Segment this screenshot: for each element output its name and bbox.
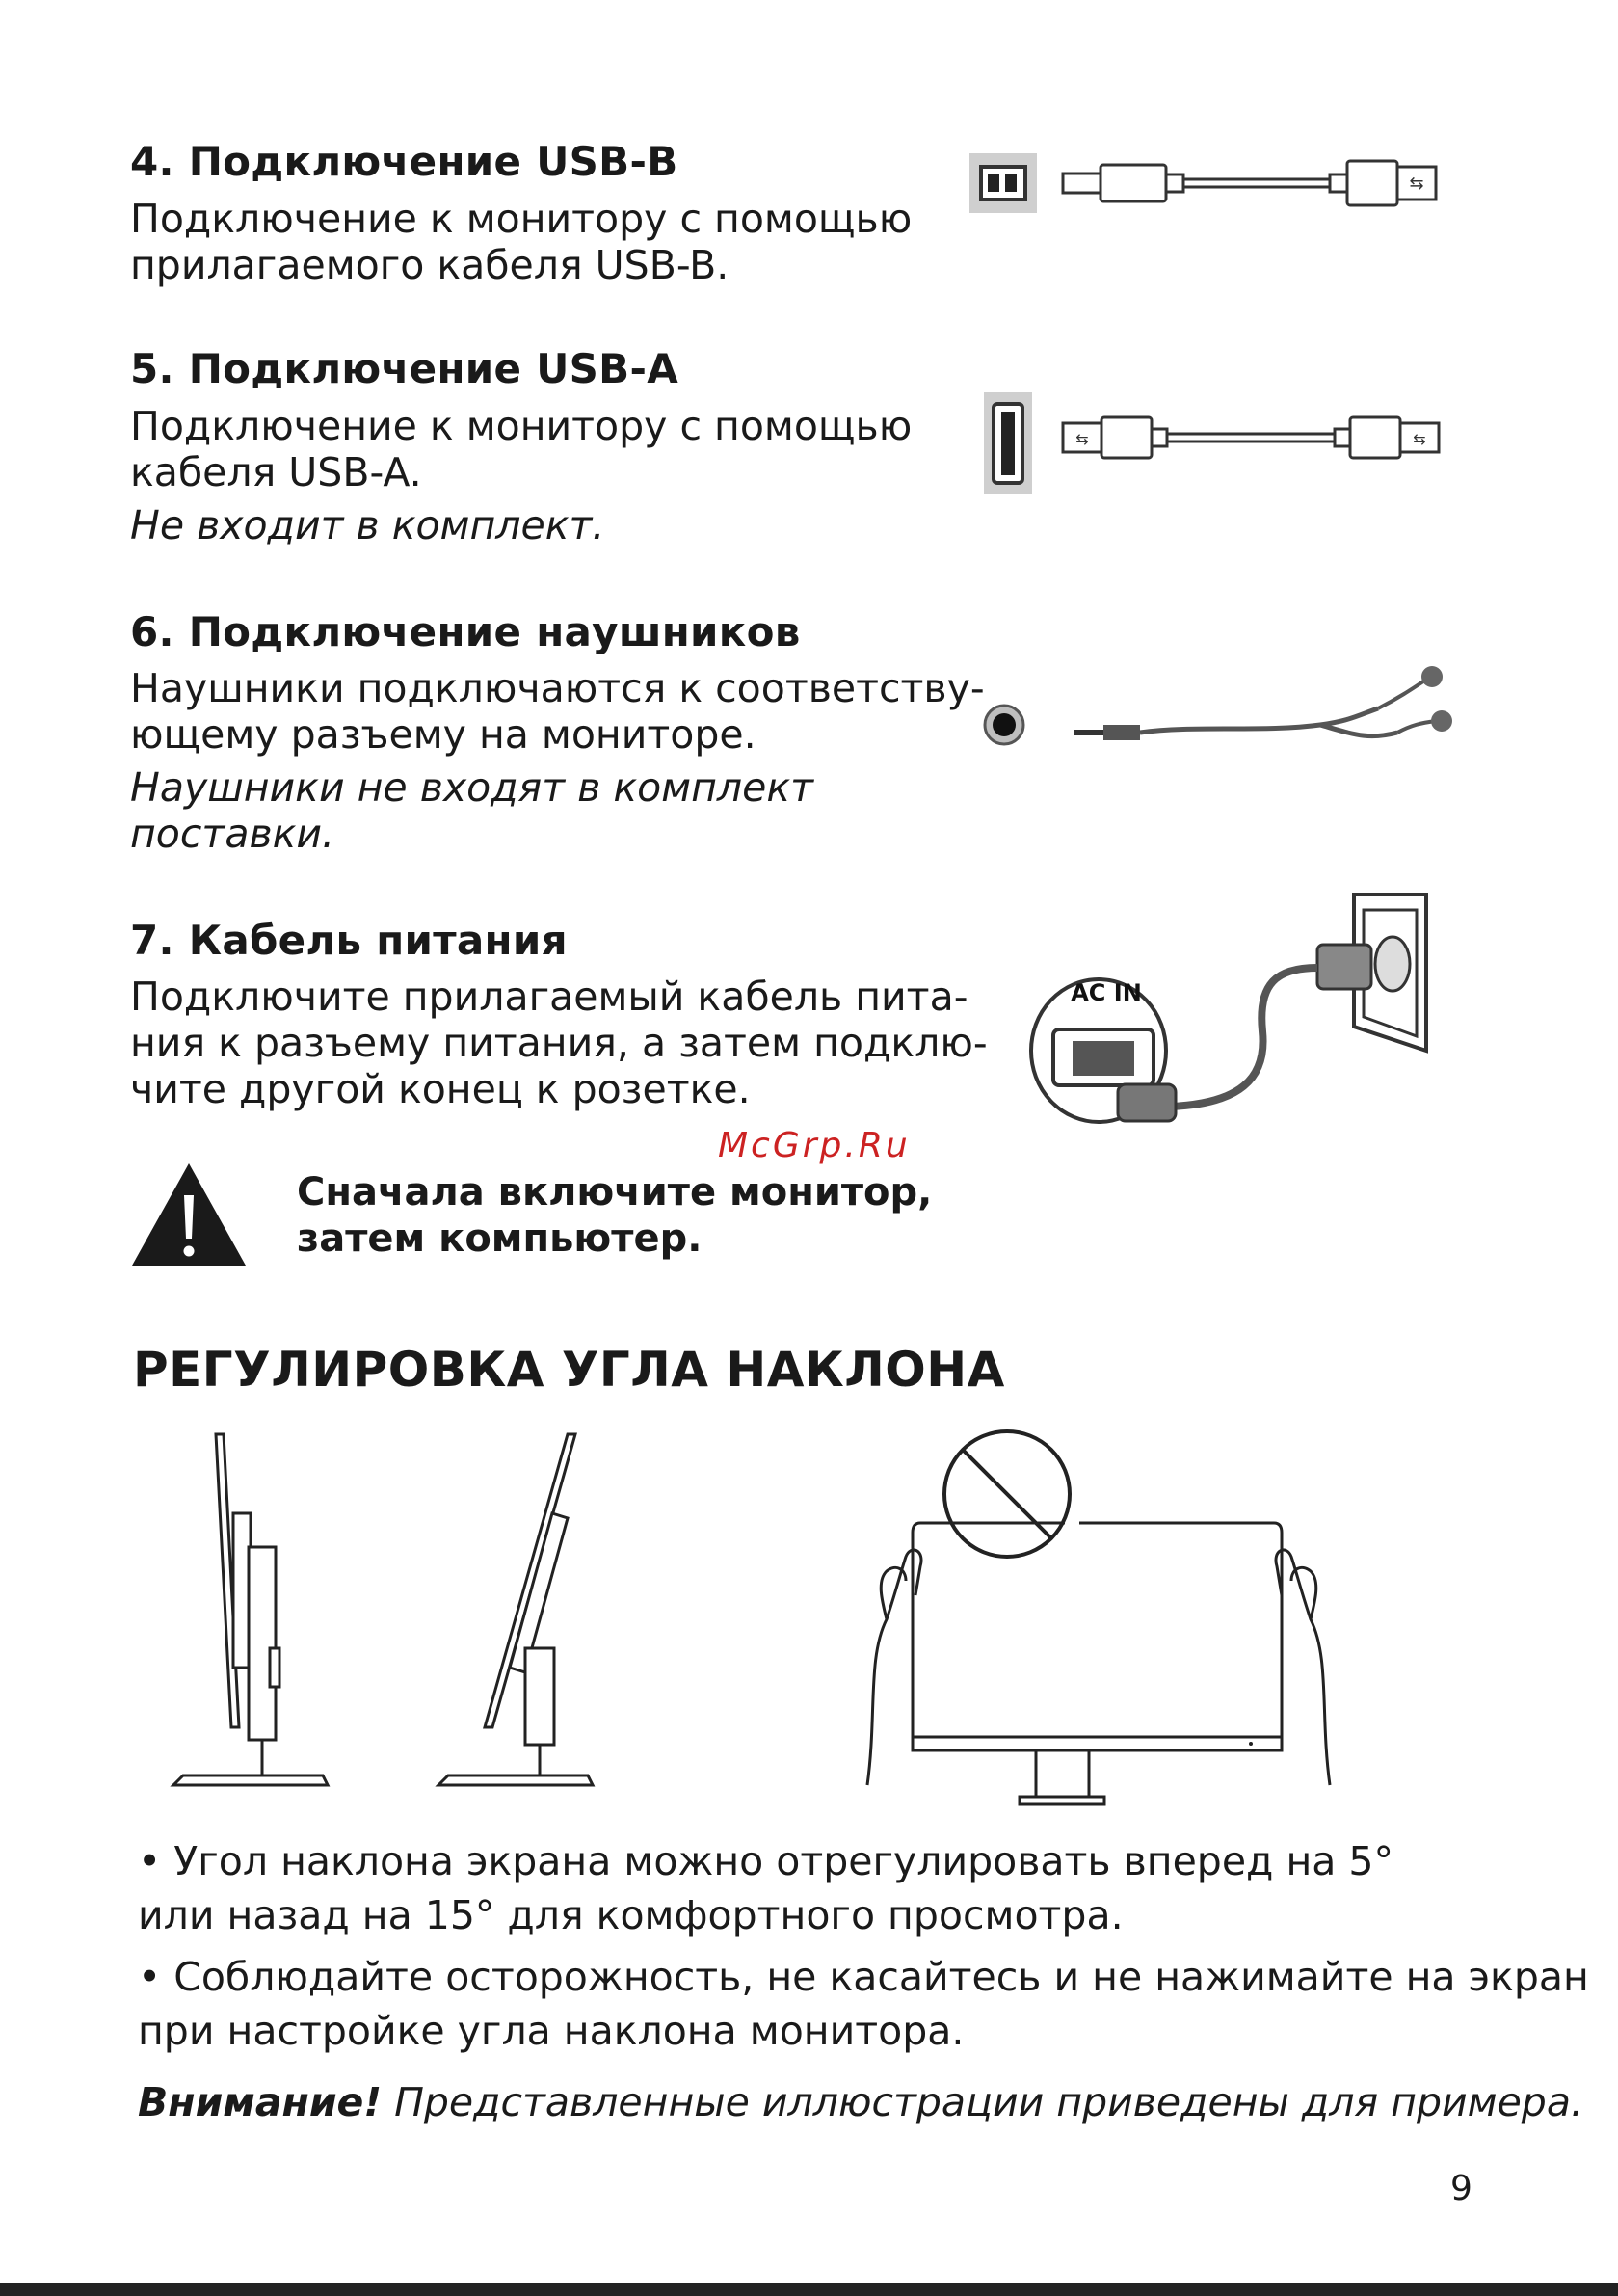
footer-note [138, 2079, 1583, 2125]
bottom-border [0, 2283, 1618, 2296]
tilt-heading: РЕГУЛИРОВКА УГЛА НАКЛОНА [133, 1342, 1005, 1398]
ac-in-label: AC IN [1071, 979, 1142, 1006]
warning-text: Сначала включите монитор, затем компьютер. [297, 1170, 933, 1261]
footer-text: Представленные иллюстрации приведены для примера. [382, 2079, 1583, 2125]
monitor-side-upright-icon [164, 1427, 337, 1802]
tilt-bullet-1: • Угол наклона экрана можно отрегулировать вперед на 5° или назад на 15° для комфортного просмотра. [138, 1838, 1393, 1938]
warning-icon [130, 1161, 248, 1268]
monitor-front-hands-icon [858, 1427, 1339, 1807]
watermark: McGrp.Ru [718, 1126, 911, 1165]
section-headphones-text: Наушники подключаются к соответству- ющему разъему на мониторе. [130, 665, 985, 758]
usb-a-cable-icon [978, 390, 1450, 496]
usb-b-cable-icon [964, 149, 1446, 217]
power-cable-icon [1026, 887, 1441, 1133]
svg-text:⇆: ⇆ [1413, 430, 1426, 448]
section-power-title: 7. Кабель питания [130, 917, 568, 964]
section-headphones-note: Наушники не входят в комплект поставки. [130, 764, 813, 857]
headphones-icon [973, 665, 1465, 771]
svg-text:⇆: ⇆ [1409, 174, 1424, 194]
footer-label: Внимание! [138, 2079, 383, 2125]
svg-text:⇆: ⇆ [1075, 430, 1089, 448]
monitor-side-tilted-icon [429, 1427, 602, 1802]
tilt-bullet-2: • Соблюдайте осторожность, не касайтесь и не нажимайте на экран при настройке угла наклона монитора. [138, 1954, 1589, 2054]
section-usb-a-note: Не входит в комплект. [130, 502, 605, 548]
page-number: 9 [1450, 2169, 1472, 2208]
section-usb-b-title: 4. Подключение USB-B [130, 138, 678, 185]
section-usb-a-title: 5. Подключение USB-A [130, 345, 679, 392]
section-power-text: Подключите прилагаемый кабель пита- ния к разъему питания, а затем подклю- чите другой конец к розетке. [130, 974, 988, 1112]
section-usb-b-text: Подключение к монитору с помощью прилагаемого кабеля USB-B. [130, 196, 913, 288]
section-usb-a-text: Подключение к монитору с помощью кабеля USB-A. [130, 403, 913, 495]
section-headphones-title: 6. Подключение наушников [130, 608, 801, 655]
